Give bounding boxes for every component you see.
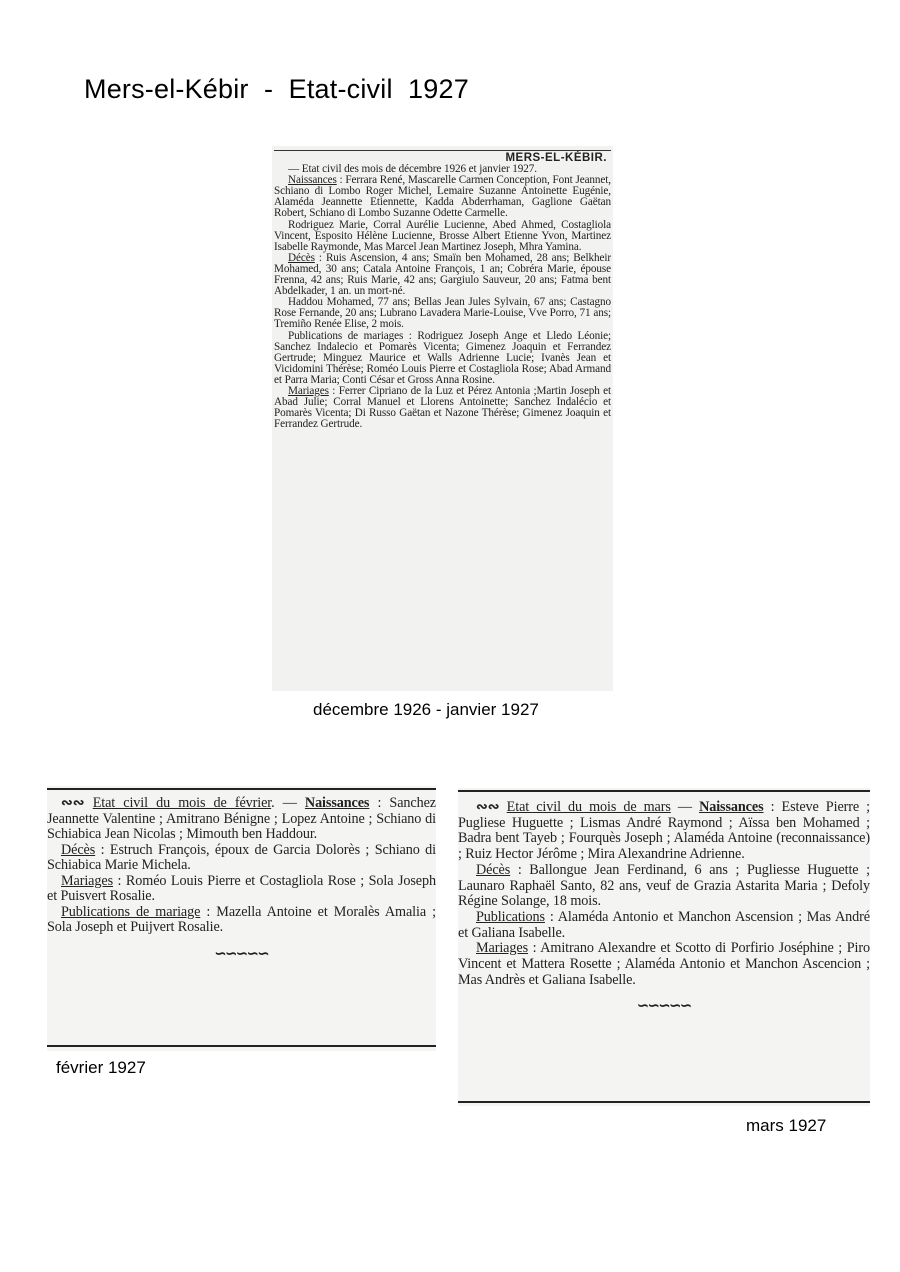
clipping-bottom-rule	[458, 1101, 870, 1103]
naissances-label: Naissances	[304, 795, 370, 811]
mariages-text: : Ferrer Cipriano de la Luz et Pérez Antonia ;Martin Joseph et Abad Julie; Corral Manuel et Llorens Antoinette; Sanchez Indalécio et Pomarès Vicenta; Di Russo Gaëtan et Nazone Thérèse; Gimenez Joaquin et Ferrandez Gertrude.	[274, 384, 611, 431]
clipping-bottom-rule	[47, 1045, 436, 1047]
publications-label: Publications	[476, 908, 545, 925]
newspaper-clipping-mars	[458, 788, 870, 1106]
newspaper-clipping-fevrier	[47, 786, 436, 1051]
publications-label: Publications de mariages	[288, 329, 404, 342]
naissances-text: : Sanchez Jeannette Valentine ; Amitrano Bénigne ; Lopez Antoine ; Schiano di Schiabica Jean Nicolas ; Mimouth ben Haddour.	[47, 795, 436, 842]
mariages-label: Mariages	[288, 384, 329, 397]
mariages-text: : Amitrano Alexandre et Scotto di Porfirio Joséphine ; Piro Vincent et Mattera Rosette ; Alaméda Antonio et Manchon Ascencion ; Mas Andrès et Galiana Isabelle.	[458, 940, 870, 988]
end-ornament-icon: ∽∽∽∽∽	[214, 946, 269, 962]
page-title: Mers-el-Kébir - Etat-civil 1927	[84, 74, 469, 104]
naissances-label: Naissances	[288, 174, 337, 187]
caption-fevrier: février 1927	[56, 1058, 146, 1077]
publications-paragraph	[47, 905, 436, 936]
publications-paragraph	[458, 910, 870, 941]
ornament-icon: ∾∾	[61, 795, 85, 811]
naissances-continued-paragraph	[274, 220, 611, 253]
caption-dec-jan: décembre 1926 - janvier 1927	[313, 700, 539, 719]
deces-text: : Ruis Ascension, 4 ans; Smaïn ben Mohamed, 28 ans; Belkheir Mohamed, 30 ans; Catala Antoine François, 1 an; Cobréra Marie, épouse Frenna, 42 ans; Ruis Marie, 42 ans; Gargiulo Sauveur, 20 ans; Fatma bent Abdelkader, 1 an. un mort-né.	[274, 251, 611, 298]
publications-text: : Rodriguez Joseph Ange et Lledo Léonie; Sanchez Indalecio et Pomarès Vicenta; Gimenez Joaquin et Ferrandez Gertrude; Minguez Maurice et Walls Adrienne Lucie; Ivanès Jean et Vicidomini Thérèse; Roméo Louis Pierre et Costagliola Rose; Abad Armand et Parra Maria; Conti César et Gross Anna Rosine.	[274, 329, 611, 386]
naissances-paragraph: ∾∾ Etat civil du mois de février. — Naissances : Sanchez Jeannette Valentine ; Amitrano Bénigne ; Lopez Antoine ; Schiano di Schiabica Jean Nicolas ; Mimouth ben Haddour.	[47, 795, 436, 842]
publications-text: : Alaméda Antonio et Manchon Ascension ; Mas André et Galiana Isabelle.	[458, 908, 870, 941]
publications-label: Publications de mariage	[61, 903, 201, 920]
ornament-icon: ∾∾	[476, 799, 500, 815]
deces-continued-paragraph	[274, 297, 611, 330]
deces-continued-text: Haddou Mohamed, 77 ans; Bellas Jean Jules Sylvain, 67 ans; Castagno Rose Fernande, 20 ans; Lubrano Lavadera Marie-Louise, Vve Porro, 71 ans; Tremiño Renée Elise, 2 mois.	[274, 296, 611, 331]
mariages-text: : Roméo Louis Pierre et Costagliola Rose ; Sola Joseph et Puisvert Rosalie.	[47, 872, 436, 904]
deces-paragraph	[47, 843, 436, 874]
naissances-continued-text: Rodriguez Marie, Corral Aurélie Lucienne, Abed Ahmed, Costagliola Vincent, Esposito Hélène Lucienne, Brosse Albert Etienne Yvon, Martinez Isabelle Raymonde, Mas Marcel Jean Martinez Joseph, Mhra Yamina.	[274, 218, 611, 253]
clipping-top-rule	[274, 150, 611, 151]
deces-label: Décès	[288, 251, 315, 264]
mariages-paragraph	[47, 874, 436, 905]
intro-text: — Etat civil des mois de décembre 1926 et janvier 1927.	[288, 163, 537, 176]
naissances-paragraph: ∾∾ Etat civil du mois de mars — Naissances : Esteve Pierre ; Pugliese Huguette ; Lismas André Raymond ; Aïssa ben Mohamed ; Badra bent Tayeb ; Fourquès Joseph ; Alaméda Antoine (reconnaissance) ; Ruiz Hector Jérôme ; Mira Alexandrine Adrienne.	[458, 799, 870, 863]
naissances-paragraph	[274, 175, 611, 219]
mariages-paragraph	[274, 386, 611, 430]
intro-text: Etat civil du mois de février	[92, 795, 272, 811]
mariages-label: Mariages	[61, 872, 113, 889]
deces-label: Décès	[476, 861, 511, 878]
caption-mars: mars 1927	[746, 1116, 827, 1135]
mariages-paragraph	[458, 941, 870, 988]
clipping-top-rule	[47, 788, 436, 790]
clipping-heading: MERS-EL-KÉBIR.	[505, 152, 607, 164]
deces-text: : Estruch François, époux de Garcia Dolorès ; Schiano di Schiabica Marie Michela.	[47, 841, 436, 873]
clipping-top-rule	[458, 790, 870, 792]
publications-text: : Mazella Antoine et Moralès Amalia ; Sola Joseph et Puijvert Rosalie.	[47, 903, 436, 935]
deces-text: : Ballongue Jean Ferdinand, 6 ans ; Pugliesse Huguette ; Launaro Raphaël Santo, 82 ans, veuf de Grazia Astarita Maria ; Defoly Régine Solange, 18 mois.	[458, 861, 870, 910]
deces-label: Décès	[61, 841, 96, 858]
deces-paragraph	[458, 863, 870, 910]
newspaper-clipping-dec-jan	[272, 146, 613, 691]
mariages-label: Mariages	[476, 940, 528, 957]
publications-paragraph	[274, 331, 611, 386]
naissances-label: Naissances	[699, 799, 764, 815]
end-ornament-icon: ∽∽∽∽∽	[637, 999, 691, 1015]
naissances-text: : Ferrara René, Mascarelle Carmen Conception, Font Jeannet, Schiano di Lombo Roger Michel, Lemaire Suzanne Antoinette Eugénie, Alaméda Jeannette Etiennette, Kadda Abderrhaman, Gaglione Gaëtan Robert, Schiano di Lombo Suzanne Odette Carmelle.	[274, 174, 611, 220]
intro-text: Etat civil du mois de mars	[506, 799, 671, 815]
naissances-text: : Esteve Pierre ; Pugliese Huguette ; Lismas André Raymond ; Aïssa ben Mohamed ; Badra bent Tayeb ; Fourquès Joseph ; Alaméda Antoine (reconnaissance) ; Ruiz Hector Jérôme ; Mira Alexandrine Adrienne.	[458, 799, 870, 863]
deces-paragraph	[274, 253, 611, 297]
